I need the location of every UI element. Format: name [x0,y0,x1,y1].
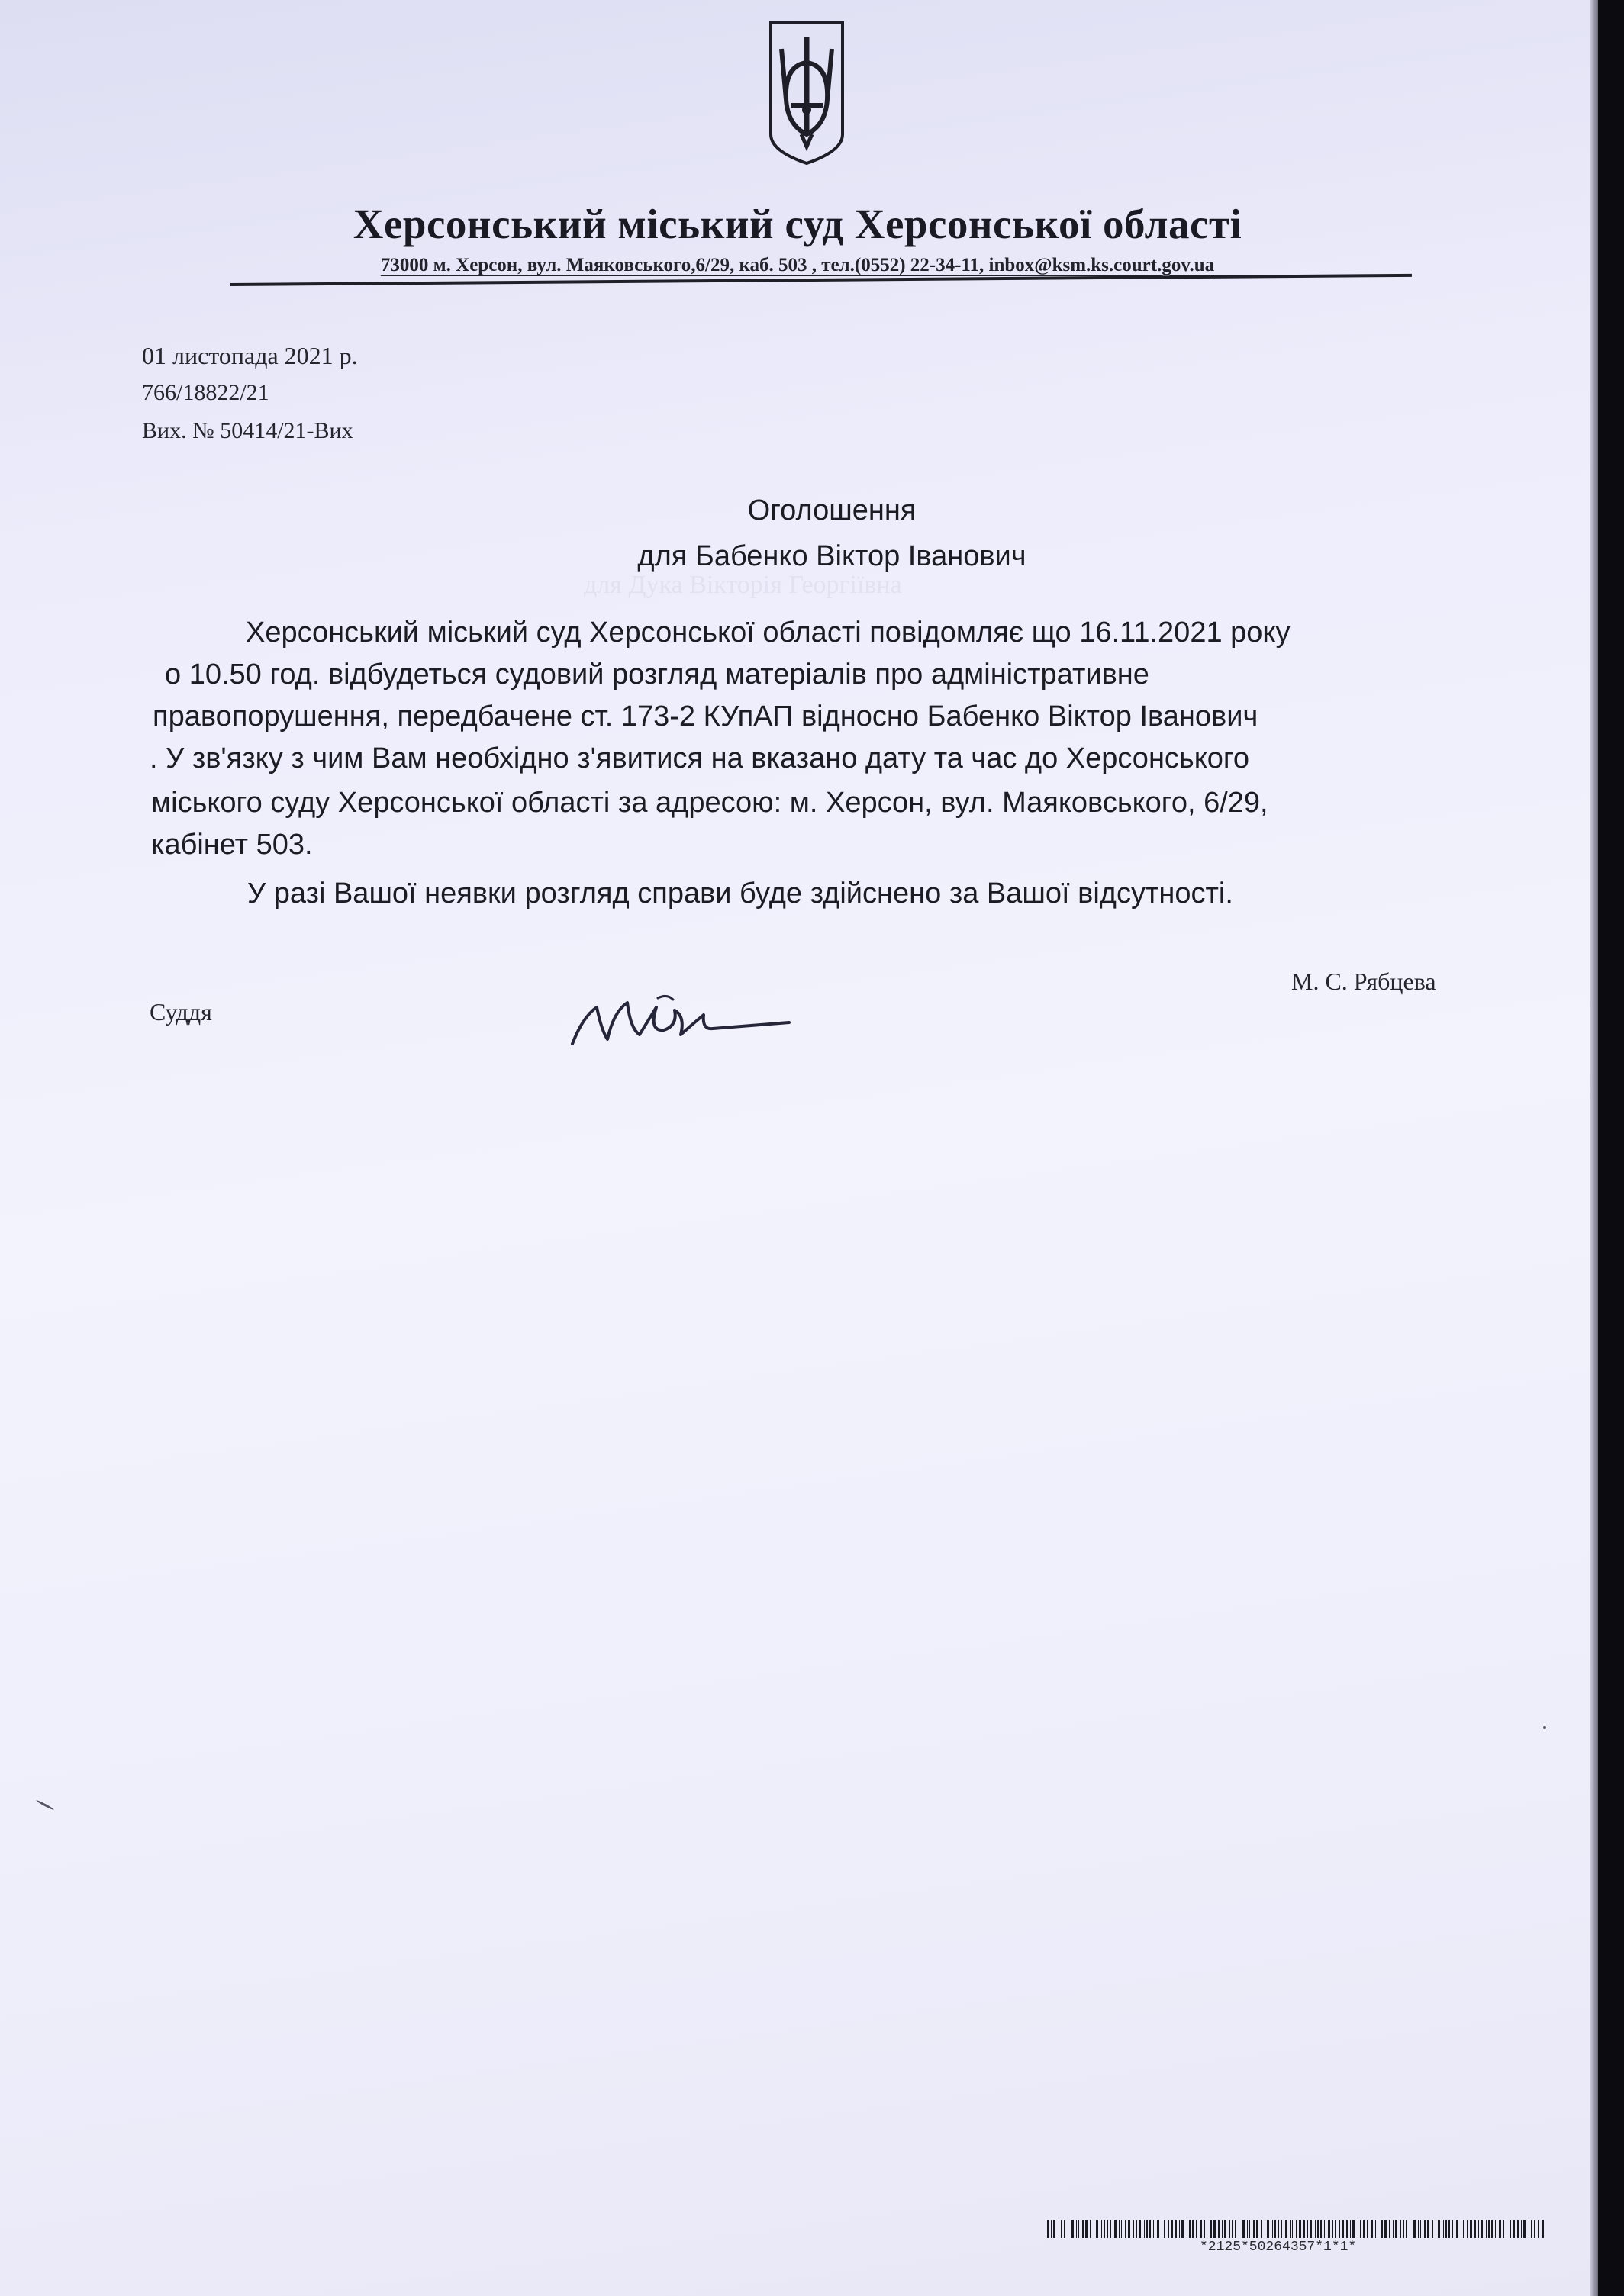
barcode-stripe [1218,2220,1220,2238]
barcode-stripe [1371,2220,1373,2238]
barcode-stripe [1470,2220,1472,2238]
barcode-stripe [1339,2220,1340,2238]
barcode-stripe [1367,2220,1368,2238]
barcode-stripe [1400,2220,1401,2238]
barcode-stripe [1320,2220,1322,2238]
barcode-stripe [1136,2220,1137,2238]
barcode-stripe [1064,2220,1065,2238]
barcode-stripe [1488,2220,1490,2238]
barcode-stripe [1418,2220,1419,2238]
court-address-text: 73000 м. Херсон, вул. Маяковського,6/29, каб. 503 , тел.(0552) 22-34-11, inbox@ksm.ks.court.gov.ua [380,255,1215,275]
barcode-stripe [1403,2220,1404,2238]
barcode-stripe [1146,2220,1148,2238]
barcode-stripe [1224,2220,1226,2238]
judge-name: М. С. Рябцева [1291,968,1436,995]
barcode-stripe [1232,2220,1233,2238]
judge-label: Суддя [150,998,212,1026]
barcode-stripe [1393,2220,1394,2238]
barcode-stripe [1104,2220,1105,2238]
barcode-stripe [1125,2220,1126,2238]
barcode-stripe [1101,2220,1102,2238]
barcode-stripe [1299,2220,1301,2238]
handwritten-signature [566,984,795,1068]
barcode-stripe [1350,2220,1351,2238]
barcode-stripe [1292,2220,1293,2238]
barcode-stripe [1491,2220,1493,2238]
barcode-stripe [1427,2220,1429,2238]
barcode-stripe [1210,2220,1212,2238]
barcode-stripe [1281,2220,1282,2238]
barcode-stripe [1478,2220,1479,2238]
barcode-stripe [1443,2220,1444,2238]
barcode-stripe [1253,2220,1255,2238]
barcode-stripe [1342,2220,1344,2238]
barcode-stripe [1499,2220,1501,2238]
barcode-stripe [1486,2220,1487,2238]
barcode-stripe [1196,2220,1197,2238]
barcode-stripe [1053,2220,1055,2238]
barcode-stripe [1456,2220,1458,2238]
barcode-stripe [1432,2220,1433,2238]
case-number: 766/18822/21 [142,380,269,405]
barcode-stripe [1395,2220,1397,2238]
barcode-stripe [1192,2220,1194,2238]
show-through-text: для Дука Вікторія Георгіївна [584,571,902,599]
barcode-stripe [1181,2220,1184,2238]
barcode-stripe [1256,2220,1258,2238]
barcode-stripe [1517,2220,1519,2238]
barcode-stripe [1058,2220,1059,2238]
barcode-stripe [1247,2220,1248,2238]
barcode-stripe [1076,2220,1077,2238]
absence-notice: У разі Вашої неявки розгляд справи буде здійснено за Вашої відсутності. [247,878,1233,910]
barcode-stripe [1346,2220,1348,2238]
barcode-stripe [1189,2220,1191,2238]
barcode-stripe [1235,2220,1236,2238]
barcode-stripe [1168,2220,1169,2238]
barcode-stripe [1531,2220,1532,2238]
barcode-stripe [1090,2220,1091,2238]
barcode-stripe [1285,2220,1287,2238]
barcode-stripe [1360,2220,1361,2238]
barcode-stripe [1267,2220,1269,2238]
notice-body-line: о 10.50 год. відбудеться судовий розгляд матеріалів про адміністративне [165,659,1149,691]
barcode-stripe [1445,2220,1447,2238]
barcode-stripe [1307,2220,1308,2238]
barcode-stripe [1467,2220,1468,2238]
page-edge-shadow [1590,0,1598,2296]
barcode-stripe [1381,2220,1383,2238]
barcode-stripe [1363,2220,1365,2238]
barcode-stripe [1096,2220,1098,2238]
notice-body-line: кабінет 503. [151,829,313,861]
barcode-stripe [1406,2220,1407,2238]
barcode-text: *2125*50264357*1*1* [1200,2240,1357,2255]
notice-body-line: міського суду Херсонської області за адресою: м. Херсон, вул. Маяковського, 6/29, [151,787,1268,819]
barcode-stripe [1335,2220,1336,2238]
barcode-stripe [1413,2220,1416,2238]
barcode-stripe [1110,2220,1111,2238]
barcode-stripe [1503,2220,1504,2238]
barcode-stripe [1523,2220,1526,2238]
barcode-stripe [1272,2220,1273,2238]
barcode-stripe [1204,2220,1205,2238]
barcode-stripe [1139,2220,1141,2238]
court-address [0,255,1595,276]
barcode-stripe [1085,2220,1088,2238]
barcode-stripe [1389,2220,1390,2238]
barcode-stripe [1510,2220,1511,2238]
barcode-stripe [1114,2220,1116,2238]
barcode-stripe [1051,2220,1052,2238]
barcode-stripe [1495,2220,1496,2238]
barcode-stripe [1521,2220,1522,2238]
barcode-stripe [1384,2220,1387,2238]
barcode-stripe [1249,2220,1250,2238]
barcode-stripe [1274,2220,1276,2238]
court-name: Херсонський міський суд Херсонської області [353,201,1242,247]
barcode-stripe [1047,2220,1049,2238]
notice-recipient: для Бабенко Віктор Іванович [637,540,1026,572]
barcode [1047,2220,1549,2238]
barcode-stripe [1242,2220,1245,2238]
barcode-stripe [1296,2220,1297,2238]
barcode-stripe [1082,2220,1084,2238]
notice-body-line: . У зв'язку з чим Вам необхідно з'явитися на вказано дату та час до Херсонського [150,742,1250,774]
barcode-stripe [1542,2220,1544,2238]
barcode-stripe [1175,2220,1177,2238]
barcode-stripe [1213,2220,1216,2238]
barcode-stripe [1222,2220,1223,2238]
barcode-stripe [1534,2220,1535,2238]
barcode-stripe [1513,2220,1515,2238]
barcode-stripe [1352,2220,1355,2238]
barcode-stripe [1375,2220,1376,2238]
barcode-stripe [1153,2220,1154,2238]
barcode-stripe [1149,2220,1151,2238]
barcode-stripe [1229,2220,1230,2238]
notice-body-line: правопорушення, передбачене ст. 173-2 КУпАП відносно Бабенко Віктор Іванович [153,700,1258,733]
scratch-mark [36,1799,54,1811]
barcode-stripe [1448,2220,1450,2238]
barcode-stripe [1119,2220,1120,2238]
notice-title: Оголошення [747,494,917,527]
barcode-stripe [1078,2220,1079,2238]
barcode-stripe [1200,2220,1202,2238]
barcode-stripe [1332,2220,1333,2238]
barcode-stripe [1324,2220,1325,2238]
outgoing-number: Вих. № 50414/21-Вих [142,418,353,443]
barcode-stripe [1474,2220,1476,2238]
barcode-stripe [1452,2220,1453,2238]
barcode-stripe [1420,2220,1421,2238]
coat-of-arms-emblem [768,20,846,166]
barcode-stripe [1061,2220,1062,2238]
barcode-stripe [1157,2220,1159,2238]
barcode-stripe [1315,2220,1316,2238]
barcode-stripe [1463,2220,1464,2238]
barcode-stripe [1328,2220,1330,2238]
barcode-stripe [1133,2220,1134,2238]
dust-speck [1543,1726,1546,1729]
barcode-stripe [1261,2220,1262,2238]
barcode-stripe [1179,2220,1180,2238]
barcode-stripe [1303,2220,1305,2238]
barcode-stripe [1424,2220,1426,2238]
notice-body-line: Херсонський міський суд Херсонської області повідомляє що 16.11.2021 року [246,617,1290,649]
barcode-stripe [1107,2220,1108,2238]
barcode-stripe [1438,2220,1440,2238]
barcode-stripe [1164,2220,1165,2238]
barcode-stripe [1538,2220,1539,2238]
barcode-stripe [1171,2220,1173,2238]
barcode-stripe [1481,2220,1483,2238]
barcode-stripe [1144,2220,1145,2238]
barcode-stripe [1128,2220,1130,2238]
barcode-stripe [1071,2220,1074,2238]
barcode-stripe [1310,2220,1312,2238]
barcode-stripe [1278,2220,1279,2238]
document-date: 01 листопада 2021 р. [142,342,358,369]
barcode-stripe [1121,2220,1122,2238]
barcode-stripe [1317,2220,1319,2238]
